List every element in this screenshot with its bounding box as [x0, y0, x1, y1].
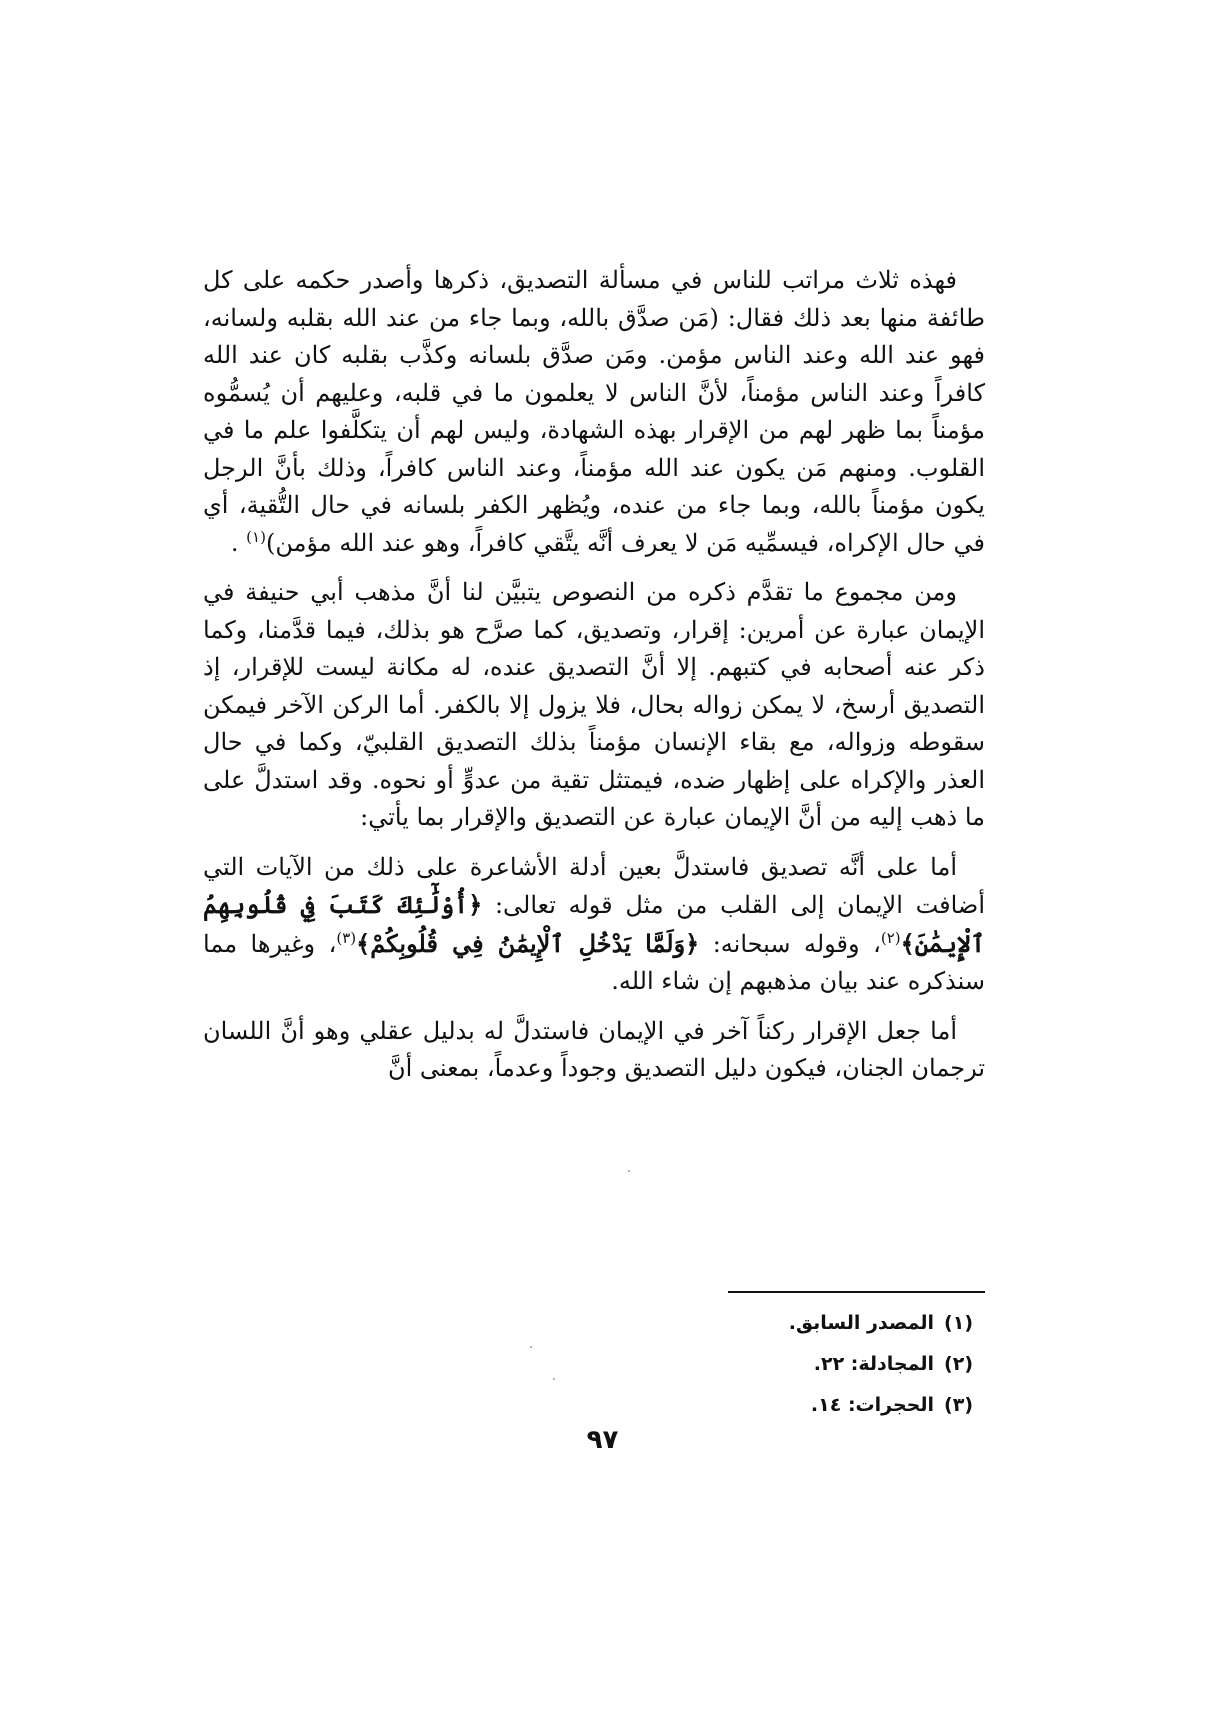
paragraph-text: ، وغيرها مما سنذكره عند بيان مذهبهم إن شاء الله. — [203, 929, 985, 995]
footnote-text: المجادلة: ٢٢. — [813, 1353, 935, 1375]
paragraph-text: أما جعل الإقرار ركناً آخر في الإيمان فاستدلَّ له بدليل عقلي وهو أنَّ اللسان ترجمان الجنان، فيكون دليل التصديق وجوداً وعدماً، بمعنى أنَّ — [203, 1016, 985, 1082]
footnote-text: الحجرات: ١٤. — [810, 1394, 935, 1416]
scan-speck — [553, 1378, 555, 1380]
paragraph — [203, 1013, 985, 1088]
footnote-item — [473, 1344, 973, 1385]
paragraph-text: ، وقوله سبحانه: — [699, 929, 881, 958]
paragraph — [203, 262, 985, 562]
footnote-number: (٢) — [944, 1353, 973, 1375]
footnote-number: (١) — [944, 1312, 973, 1334]
footnote-item — [473, 1303, 973, 1344]
paragraph-text: . — [230, 528, 247, 557]
footnote-item — [473, 1385, 973, 1426]
footnote-text: المصدر السابق. — [788, 1312, 935, 1334]
body-text — [203, 262, 985, 1100]
page-number: ٩٧ — [586, 1425, 619, 1455]
footnote-ref: (٢) — [880, 928, 901, 947]
paragraph — [203, 574, 985, 837]
footnote-number: (٣) — [944, 1394, 973, 1416]
paragraph-text: أما على أنَّه تصديق فاستدلَّ بعين أدلة الأشاعرة على ذلك من الآيات التي أضافت الإيمان إلى القلب من مثل قوله تعالى: — [203, 852, 985, 919]
scan-speck — [530, 1346, 532, 1348]
scan-speck — [628, 1170, 630, 1172]
quran-verse: ﴿وَلَمَّا يَدْخُلِ ٱلْإِيمَٰنُ فِي قُلُوبِكُمْ﴾ — [356, 928, 700, 958]
paragraph-text: ومن مجموع ما تقدَّم ذكره من النصوص يتبيَّن لنا أنَّ مذهب أبي حنيفة في الإيمان عبارة عن أمرين: إقرار، وتصديق، كما صرَّح هو بذلك، فيما قدَّمنا، وكما ذكر عنه أصحابه في كتبهم. إلا أنَّ التصديق عنده، له مكانة ليست للإقرار، إذ التصديق أرسخ، لا يمكن زواله بحال، فلا يزول إلا بالكفر. أما الركن الآخر فيمكن سقوطه وزواله، مع بقاء الإنسان مؤمناً بذلك التصديق القلبيّ، وكما في حال العذر والإكراه على إظهار ضده، فيمتثل تقية من عدوٍّ أو نحوه. وقد استدلَّ على ما ذهب إليه من أنَّ الإيمان عبارة عن التصديق والإقرار بما يأتي: — [203, 578, 985, 831]
paragraph-text: فهذه ثلاث مراتب للناس في مسألة التصديق، ذكرها وأصدر حكمه على كل طائفة منها بعد ذلك فقال: (مَن صدَّق بالله، وبما جاء من عند الله بقلبه ولسانه، فهو عند الله وعند الناس مؤمن. ومَن صدَّق بلسانه وكذَّب بقلبه كان عند الله كافراً وعند الناس مؤمناً، لأنَّ الناس لا يعلمون ما في قلبه، وعليهم أن يُسمُّوه مؤمناً بما ظهر لهم من الإقرار بهذه الشهادة، وليس لهم أن يتكلَّفوا علم ما في القلوب. ومنهم مَن يكون عند الله مؤمناً، وعند الناس كافراً، وذلك بأنَّ الرجل يكون مؤمناً بالله، وبما جاء من عنده، ويُظهر الكفر بلسانه في حال التُّقية، أي في حال الإكراه، فيسمِّيه مَن لا يعرف أنَّه يتَّقي كافراً، وهو عند الله مؤمن) — [203, 266, 985, 557]
paragraph — [203, 849, 985, 1001]
quran-verse: ﴿أُوْلَٰٓئِكَ كَتَبَ فِي قُلُوبِهِمُ ٱلْإِيمَٰنَ﴾ — [203, 890, 986, 958]
footnote-ref: (١) — [246, 527, 266, 546]
footnote-separator — [728, 1291, 985, 1293]
footnote-ref: (٣) — [336, 928, 357, 947]
footnotes — [473, 1303, 973, 1426]
